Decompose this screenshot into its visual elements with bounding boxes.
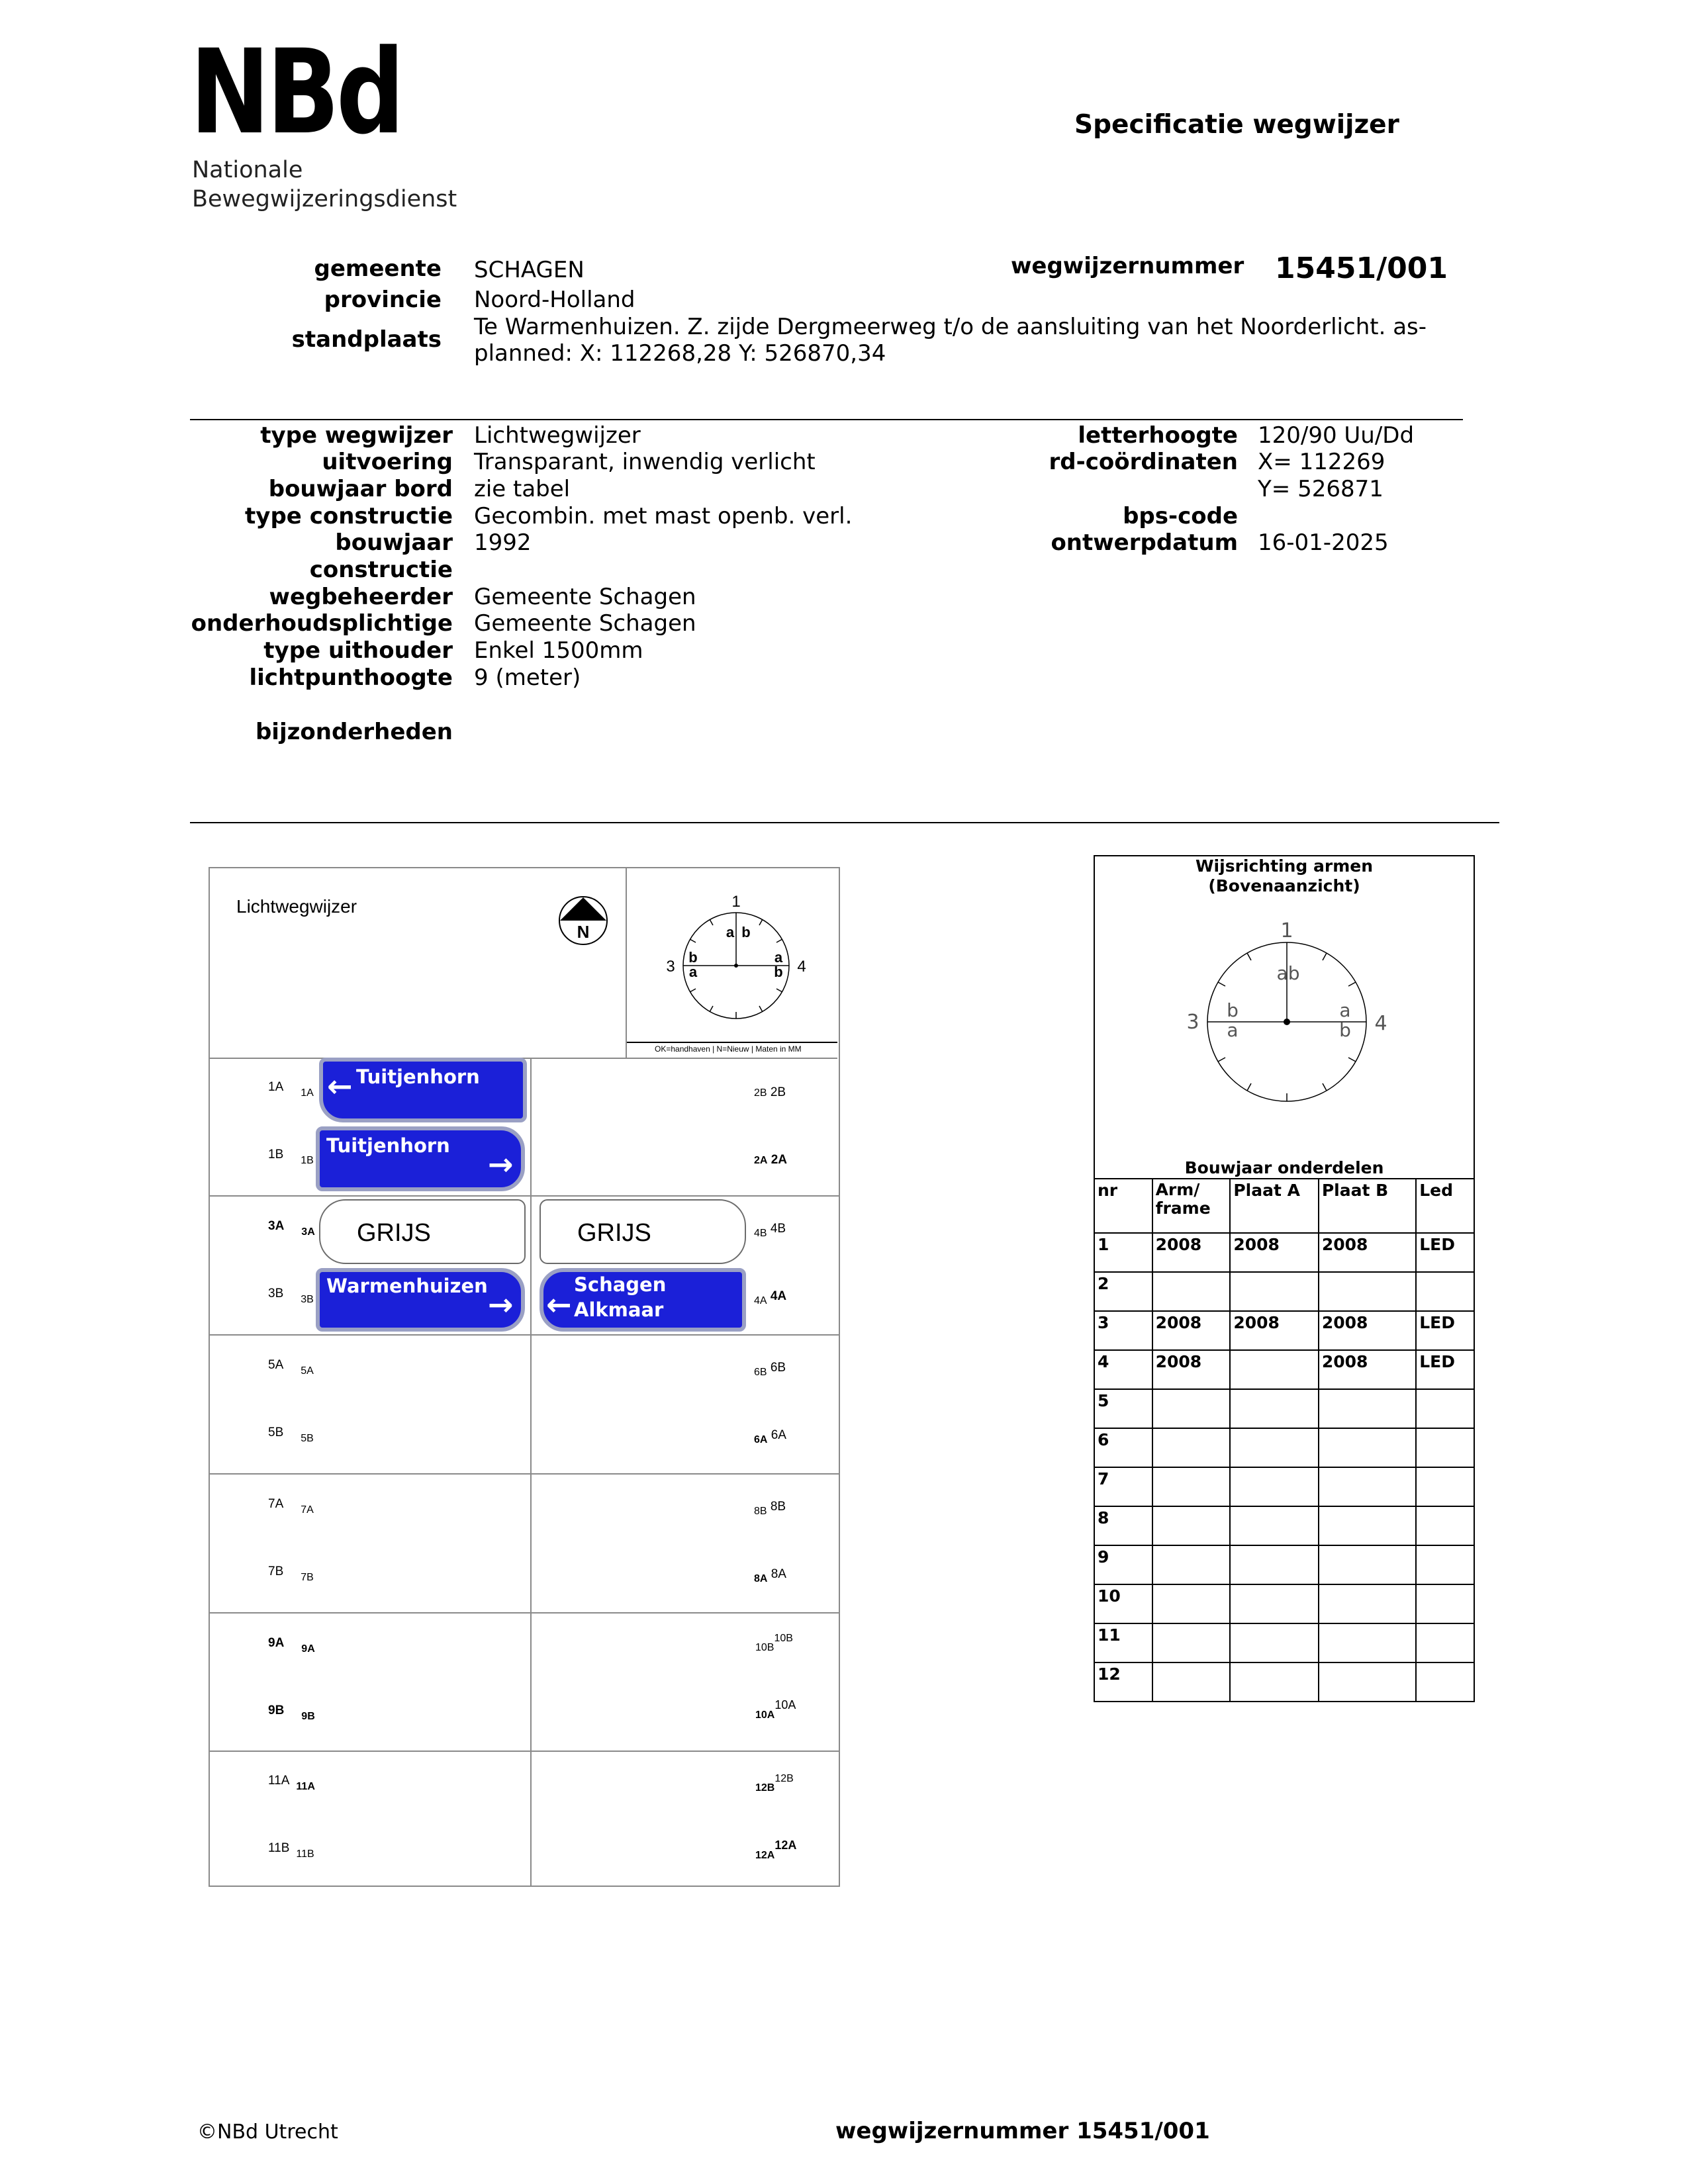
cell-arm (1152, 1467, 1231, 1506)
cell-led (1416, 1506, 1474, 1545)
wijsrichting-3b: b (1227, 999, 1239, 1021)
letterhoogte-value: 120/90 Uu/Dd (1258, 422, 1415, 449)
cell-label-4a: $_{4A}$ 4A (754, 1289, 787, 1306)
cell-plaat-a (1230, 1428, 1319, 1467)
table-row (1094, 1389, 1474, 1428)
type-wegwijzer-label: type wegwijzer (260, 422, 453, 449)
grid-line-3 (210, 1473, 839, 1475)
cell-led (1416, 1545, 1474, 1584)
table-row (1094, 1233, 1474, 1272)
type-constructie-label: type constructie (245, 503, 453, 529)
table-row (1094, 1428, 1474, 1467)
standplaats-line-2: planned: X: 112268,28 Y: 526870,34 (474, 340, 886, 367)
grid-line-2 (210, 1334, 839, 1336)
cell-arm (1152, 1662, 1231, 1702)
cell-label-6a: $_{6A}$ 6A (754, 1428, 786, 1445)
nbd-logo: NBd (190, 24, 402, 160)
compass-3a: a (688, 964, 698, 980)
cell-label-12b: $_{12B}$12B (755, 1773, 794, 1794)
cell-arm (1152, 1584, 1231, 1623)
compass-4b: b (774, 964, 783, 980)
standplaats-line-1: Te Warmenhuizen. Z. zijde Dergmeerweg t/o de aansluiting van het Noorderlicht. as- (474, 314, 1427, 340)
cell-plaat-b (1319, 1428, 1416, 1467)
cell-plaat-a (1230, 1662, 1319, 1702)
cell-label-10a: $_{10A}$10A (755, 1698, 796, 1721)
cell-arm: 2008 (1152, 1311, 1231, 1350)
cell-label-1b: 1B $_{1B}$ (268, 1148, 314, 1166)
cell-arm (1152, 1428, 1231, 1467)
bouwjaar-bord-label: bouwjaar bord (268, 476, 453, 502)
cell-label-2a: 2A 2A (754, 1153, 788, 1167)
cell-led (1416, 1389, 1474, 1428)
wegbeheerder-label: wegbeheerder (269, 584, 453, 610)
wijsrichting-3: 3 (1186, 1011, 1199, 1034)
rd-x-value: X= 112269 (1258, 449, 1385, 475)
grid-center-line (530, 1058, 532, 1887)
cell-arm: 2008 (1152, 1350, 1231, 1389)
table-row (1094, 1350, 1474, 1389)
sign-1b (316, 1126, 525, 1191)
cell-nr: 9 (1094, 1545, 1152, 1584)
cell-nr: 4 (1094, 1350, 1152, 1389)
wegwijzernummer-value: 15451/001 (1275, 251, 1448, 285)
cell-label-7a: 7A $_{7A}$ (268, 1497, 314, 1516)
cell-led: LED (1416, 1311, 1474, 1350)
wijsrichting-diagram (1174, 909, 1399, 1108)
divider-top (190, 419, 1463, 420)
rd-y-value: Y= 526871 (1258, 476, 1383, 502)
wegwijzernummer-label: wegwijzernummer (1011, 253, 1244, 279)
sign-3a (319, 1199, 526, 1264)
wijsrichting-4a: a (1339, 999, 1351, 1021)
sign-1a-text: Tuitjenhorn (356, 1066, 480, 1088)
compass-3: 3 (666, 958, 675, 976)
cell-nr: 5 (1094, 1389, 1152, 1428)
cell-label-7b: 7B $_{7B}$ (268, 1565, 314, 1583)
cell-label-4b: $_{4B}$ 4B (754, 1222, 786, 1239)
cell-led: LED (1416, 1233, 1474, 1272)
table-row (1094, 1545, 1474, 1584)
cell-led (1416, 1272, 1474, 1311)
bouwjaar-constructie-label-2: constructie (309, 557, 453, 583)
cell-label-8b: $_{8B}$ 8B (754, 1500, 786, 1517)
wijsrichting-4b: b (1339, 1019, 1351, 1041)
lichtpunthoogte-value: 9 (meter) (474, 664, 581, 691)
table-row (1094, 1623, 1474, 1662)
cell-plaat-b (1319, 1272, 1416, 1311)
letterhoogte-label: letterhoogte (1078, 422, 1238, 449)
bouwjaar-header-row (1094, 1179, 1474, 1233)
cell-plaat-b (1319, 1623, 1416, 1662)
drawing-footnote: OK=handhaven | N=Nieuw | Maten in MM (655, 1044, 802, 1054)
cell-led (1416, 1584, 1474, 1623)
wijsrichting-1: 1 (1280, 919, 1293, 942)
table-row (1094, 1311, 1474, 1350)
rd-coordinaten-label: rd-coördinaten (1049, 449, 1238, 475)
cell-nr: 12 (1094, 1662, 1152, 1702)
cell-label-8a: $_{8A}$ 8A (754, 1567, 786, 1584)
lichtpunthoogte-label: lichtpunthoogte (249, 664, 453, 691)
cell-plaat-a (1230, 1467, 1319, 1506)
col-arm-header: Arm/ frame (1152, 1179, 1231, 1233)
wijsrichting-title-1: Wijsrichting armen (1195, 856, 1374, 876)
cell-plaat-b (1319, 1662, 1416, 1702)
type-wegwijzer-value: Lichtwegwijzer (474, 422, 641, 449)
cell-plaat-a (1230, 1389, 1319, 1428)
wijsrichting-4: 4 (1374, 1012, 1387, 1035)
cell-nr: 6 (1094, 1428, 1152, 1467)
cell-nr: 11 (1094, 1623, 1152, 1662)
cell-nr: 7 (1094, 1467, 1152, 1506)
cell-plaat-b (1319, 1467, 1416, 1506)
gemeente-value: SCHAGEN (474, 257, 585, 283)
sign-1a (319, 1058, 527, 1122)
onderhoudsplichtige-value: Gemeente Schagen (474, 610, 696, 637)
cell-led: LED (1416, 1350, 1474, 1389)
table-row (1094, 1272, 1474, 1311)
cell-label-10b: $_{10B}$10B (755, 1633, 793, 1653)
provincie-label: provincie (324, 287, 442, 313)
cell-led (1416, 1623, 1474, 1662)
provincie-value: Noord-Holland (474, 287, 635, 313)
cell-plaat-a: 2008 (1230, 1233, 1319, 1272)
table-row (1094, 1584, 1474, 1623)
cell-plaat-b (1319, 1506, 1416, 1545)
cell-plaat-b (1319, 1584, 1416, 1623)
compass-1b: b (741, 924, 751, 940)
footnote-rule (627, 1042, 837, 1043)
footer-copyright: ©NBd Utrecht (197, 2120, 338, 2144)
cell-plaat-b: 2008 (1319, 1233, 1416, 1272)
cell-label-3b: 3B $_{3B}$ (268, 1287, 314, 1305)
uitvoering-label: uitvoering (322, 449, 453, 475)
compass-4: 4 (797, 958, 806, 976)
grid-line-5 (210, 1751, 839, 1752)
cell-label-9b: 9B $_{9B}$ (268, 1704, 315, 1722)
sign-4a (539, 1268, 746, 1332)
ontwerpdatum-value: 16-01-2025 (1258, 529, 1389, 556)
sign-4b (539, 1199, 746, 1264)
table-row (1094, 1662, 1474, 1702)
arrow-right-icon: → (488, 1287, 514, 1322)
sign-4a-text-1: Schagen (574, 1273, 667, 1296)
cell-plaat-a (1230, 1545, 1319, 1584)
cell-plaat-b (1319, 1389, 1416, 1428)
type-uithouder-value: Enkel 1500mm (474, 637, 643, 664)
cell-arm (1152, 1272, 1231, 1311)
table-row (1094, 1506, 1474, 1545)
north-arrow-icon (557, 895, 609, 946)
grid-line-1 (210, 1195, 839, 1197)
type-uithouder-label: type uithouder (263, 637, 453, 664)
cell-plaat-b: 2008 (1319, 1350, 1416, 1389)
cell-plaat-a (1230, 1623, 1319, 1662)
cell-arm (1152, 1545, 1231, 1584)
logo-line-1: Nationale (192, 157, 303, 183)
cell-arm (1152, 1389, 1231, 1428)
header-divider (626, 868, 627, 1058)
wijsrichting-ab: ab (1276, 962, 1300, 984)
sign-drawing (209, 867, 840, 1887)
arrow-left-icon: ← (546, 1287, 572, 1322)
cell-label-11a: 11A $_{11A}$ (268, 1774, 315, 1792)
cell-plaat-a (1230, 1584, 1319, 1623)
bouwjaar-table (1094, 1178, 1475, 1702)
cell-label-6b: $_{6B}$ 6B (754, 1361, 786, 1378)
cell-led (1416, 1467, 1474, 1506)
arrow-right-icon: → (488, 1146, 514, 1182)
gemeente-label: gemeente (314, 255, 442, 282)
bouwjaar-title: Bouwjaar onderdelen (1184, 1158, 1384, 1177)
bps-code-label: bps-code (1123, 503, 1238, 529)
cell-label-11b: 11B $_{11B}$ (268, 1841, 314, 1860)
bouwjaar-constructie-value: 1992 (474, 529, 532, 556)
wegbeheerder-value: Gemeente Schagen (474, 584, 696, 610)
arrow-left-icon: ← (327, 1068, 353, 1104)
sign-4b-text: GRIJS (577, 1219, 651, 1247)
bouwjaar-bord-value: zie tabel (474, 476, 571, 502)
standplaats-label: standplaats (291, 326, 442, 353)
table-row (1094, 1467, 1474, 1506)
wijsrichting-3a: a (1227, 1019, 1239, 1041)
wijsrichting-title (1095, 856, 1474, 896)
cell-arm: 2008 (1152, 1233, 1231, 1272)
cell-label-9a: 9A $_{9A}$ (268, 1636, 315, 1655)
logo-line-2: Bewegwijzeringsdienst (192, 186, 457, 212)
cell-plaat-b: 2008 (1319, 1311, 1416, 1350)
onderhoudsplichtige-label: onderhoudsplichtige (191, 610, 453, 637)
compass-diagram (633, 876, 829, 1042)
cell-label-3a: 3A $_{3A}$ (268, 1219, 315, 1238)
cell-nr: 10 (1094, 1584, 1152, 1623)
sign-4a-text-2: Alkmaar (574, 1298, 664, 1321)
drawing-header (210, 868, 837, 1059)
sign-3b-text: Warmenhuizen (326, 1275, 488, 1297)
bijzonderheden-label: bijzonderheden (255, 719, 453, 745)
compass-1: 1 (731, 893, 741, 911)
cell-led (1416, 1662, 1474, 1702)
footer-nummer: wegwijzernummer 15451/001 (835, 2118, 1210, 2144)
cell-label-12a: $_{12A}$12A (755, 1839, 797, 1861)
sign-3b (316, 1268, 525, 1332)
cell-label-1a: 1A $_{1A}$ (268, 1080, 314, 1099)
divider-bottom (190, 822, 1499, 823)
col-plaat-b-header: Plaat B (1319, 1179, 1416, 1233)
north-label: N (577, 922, 590, 942)
cell-arm (1152, 1623, 1231, 1662)
sign-3a-text: GRIJS (357, 1219, 431, 1247)
drawing-title: Lichtwegwijzer (236, 896, 357, 917)
cell-plaat-a (1230, 1350, 1319, 1389)
bouwjaar-constructie-label-1: bouwjaar (335, 529, 453, 556)
compass-3b: b (688, 949, 698, 966)
col-led-header: Led (1416, 1179, 1474, 1233)
cell-plaat-a (1230, 1272, 1319, 1311)
cell-nr: 1 (1094, 1233, 1152, 1272)
col-plaat-a-header: Plaat A (1230, 1179, 1319, 1233)
col-nr-header: nr (1094, 1179, 1152, 1233)
compass-4a: a (774, 949, 783, 966)
cell-nr: 3 (1094, 1311, 1152, 1350)
cell-label-2b: 2B 2B (754, 1085, 786, 1099)
cell-plaat-b (1319, 1545, 1416, 1584)
sign-1b-text: Tuitjenhorn (326, 1134, 450, 1157)
cell-plaat-a (1230, 1506, 1319, 1545)
cell-label-5b: 5B $_{5B}$ (268, 1426, 314, 1444)
ontwerpdatum-label: ontwerpdatum (1051, 529, 1238, 556)
cell-nr: 8 (1094, 1506, 1152, 1545)
wijsrichting-title-2: (Bovenaanzicht) (1208, 876, 1360, 895)
cell-label-5a: 5A $_{5A}$ (268, 1358, 314, 1377)
type-constructie-value: Gecombin. met mast openb. verl. (474, 503, 853, 529)
cell-plaat-a: 2008 (1230, 1311, 1319, 1350)
cell-arm (1152, 1506, 1231, 1545)
uitvoering-value: Transparant, inwendig verlicht (474, 449, 816, 475)
cell-led (1416, 1428, 1474, 1467)
cell-nr: 2 (1094, 1272, 1152, 1311)
document-title: Specificatie wegwijzer (1074, 110, 1399, 140)
compass-1a: a (726, 924, 735, 940)
grid-line-4 (210, 1612, 839, 1614)
